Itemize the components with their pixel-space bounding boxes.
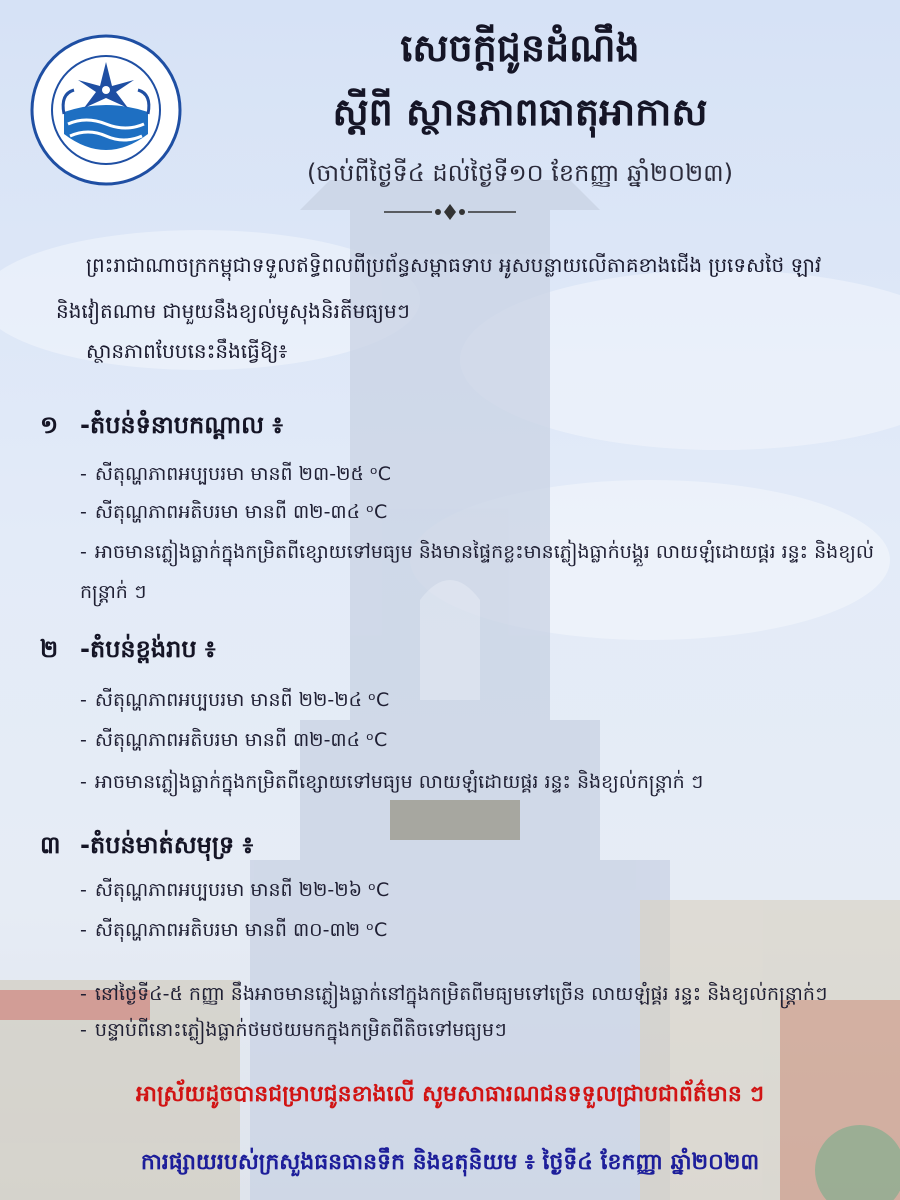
section-heading-plateau <box>40 634 216 669</box>
section-name: -តំបន់មាត់សមុទ្រ ៖ <box>80 831 254 859</box>
section-name: -តំបន់ខ្ពង់រាប ៖ <box>80 635 216 663</box>
ministry-logo <box>30 34 182 186</box>
list-item: - សីតុណ្ហភាពអប្បបរមា មានពី ២២-២៤ ᵒC <box>80 689 390 711</box>
list-item: - សីតុណ្ហភាពអតិបរមា មានពី ៣២-៣៤ ᵒC <box>80 501 388 523</box>
list-item: - អាចមានភ្លៀងធ្លាក់ក្នុងកម្រិតពីខ្សោយទៅមធ្យម លាយឡំដោយផ្គរ រន្ទះ និងខ្យល់កន្ត្រាក់ ៗ <box>80 771 704 793</box>
list-item: - សីតុណ្ហភាពអតិបរមា មានពី ៣០-៣២ ᵒC <box>80 919 388 941</box>
section-number: ២ <box>40 635 59 663</box>
ornament-divider-icon <box>380 200 520 224</box>
list-item: - បន្ទាប់ពីនោះភ្លៀងធ្លាក់ថមថយមកក្នុងកម្រិតពីតិចទៅមធ្យមៗ <box>80 1019 507 1041</box>
notice-subject: ស្តីពី ស្ថានភាពធាតុអាកាស <box>332 89 708 134</box>
section-name: -តំបន់ទំនាបកណ្តាល ៖ <box>80 411 283 439</box>
list-item: - សីតុណ្ហភាពអប្បបរមា មានពី ២២-២៦ ᵒC <box>80 879 390 901</box>
section-number: ៣ <box>40 831 61 859</box>
section-heading-central-lowland <box>40 410 283 445</box>
list-item: - សីតុណ្ហភាពអប្បបរមា មានពី ២៣-២៥ ᵒC <box>80 463 392 485</box>
intro-paragraph <box>56 242 876 334</box>
section-heading-coastal <box>40 830 253 865</box>
list-item: - សីតុណ្ហភាពអតិបរមា មានពី ៣២-៣៤ ᵒC <box>80 729 388 751</box>
intro-lead: ស្ថានភាពបែបនេះនឹងធ្វើឱ្យ៖ <box>86 339 288 363</box>
intro-text: ព្រះរាជាណាចក្រកម្ពុជាទទួលឥទ្ធិពលពីប្រព័ន្ធសម្ពាធទាប អូសបន្លាយលើតាគខាងជើង ប្រទេសថៃ ឡាវ និងវៀតណាម ជាមួយនឹងខ្យល់មូសុងនិរតីមធ្យមៗ <box>56 253 822 323</box>
issuer-footer: ការផ្សាយរបស់ក្រសួងធនធានទឹក និងឧតុនិយម ៖ ថ្ងៃទី៤ ខែកញ្ញា ឆ្នាំ២០២៣ <box>140 1150 760 1175</box>
section-number: ១ <box>40 411 59 439</box>
public-notice: អាស្រ័យដូចបានជម្រាបជូនខាងលើ សូមសាធារណជនទទួលជ្រាបជាព័ត៌មាន ៗ <box>136 1082 764 1107</box>
list-item: - នៅថ្ងៃទី៤-៥ កញ្ញា នឹងអាចមានភ្លៀងធ្លាក់នៅក្នុងកម្រិតពីមធ្យមទៅច្រើន លាយឡំផ្គរ រន្ទះ និងខ្យល់កន្ត្រាក់ៗ <box>80 983 828 1005</box>
date-range: (ចាប់ពីថ្ងៃទី៤ ដល់ថ្ងៃទី១០ ខែកញ្ញា ឆ្នាំ២០២៣) <box>306 159 734 187</box>
list-item: - អាចមានភ្លៀងធ្លាក់ក្នុងកម្រិតពីខ្សោយទៅមធ្យម និងមានផ្ទៃកខ្លះមានភ្លៀងធ្លាក់បង្គួរ លាយឡំដោយផ្គរ រន្ទះ និងខ្យល់កន្ត្រាក់ ៗ <box>80 541 875 603</box>
notice-title: សេចក្តីជូនដំណឹង <box>400 25 640 70</box>
